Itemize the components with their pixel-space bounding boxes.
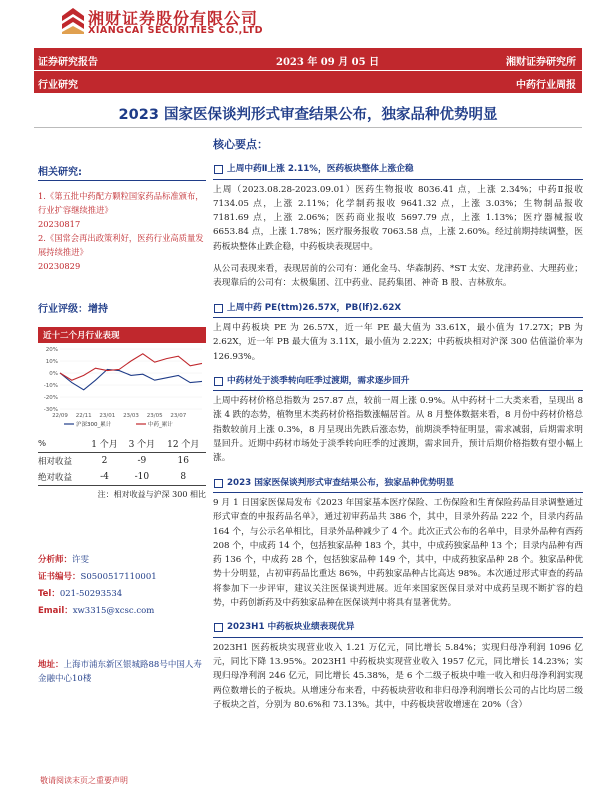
table-header: 1 个月: [86, 435, 123, 453]
table-header-row: [38, 435, 206, 453]
chart-series-line: [60, 369, 202, 389]
main-content: [213, 130, 583, 720]
table-note: 注：相对收益与沪深 300 相比: [97, 490, 206, 499]
related-item[interactable]: 1.《第五批中药配方颗粒国家药品标准颁布，行业扩容继续推进》: [38, 191, 204, 215]
brand-name-cn: 湘财证券股份有限公司: [88, 9, 259, 28]
section-paragraph: 9 月 1 日国家医保局发布《2023 年国家基本医疗保险、工伤保险和生育保险药品目录调整通过形式审查的申报药品名单》，通过初审药品共 386 个，其中，目录外药品 222 个，目录内药品 164 个，与公示名单相比，目录外品种减少了 4 个。此次正式公布的名单中，目录外品种有西药 208 个，中成药 14 个，包括独家品种 183 个，其中，中成药独家品种 13 个；目录内品种有西药 136 个，中成药 28 个，包括独家品种 149 个，其中，中成药独家品种 28 个。独家品种优势十分明显，占初审药品比重达 86%，中药独家品种占比高达 98%。本次通过形式审查的药品将参加下一步评审，建议关注医保谈判进展。近年来国家医保目录对中成药呈现不断扩容的趋势，中药创新药及中药独家品种在医保谈判中将具有显著优势。: [213, 497, 583, 609]
cert-label: 证书编号：: [38, 572, 81, 582]
analyst-info: [38, 552, 206, 686]
chart-x-tick-label: 23/05: [146, 413, 163, 419]
tel-label: Tel：: [38, 589, 60, 599]
chart-x-tick-label: 23/03: [123, 413, 139, 419]
institute-name: 湘财证券研究所: [506, 57, 576, 68]
chart-title: 近十二个月行业表现: [38, 327, 206, 343]
sidebar: [38, 130, 206, 686]
chart-y-tick-label: -30%: [43, 407, 58, 413]
report-subcategory: 中药行业周报: [516, 80, 576, 91]
chart-y-tick-label: 10%: [45, 359, 58, 365]
header-bar-bottom: [34, 71, 582, 93]
chart-legend-label: 中药_累计: [148, 422, 173, 428]
tel-number: 021-50293534: [59, 589, 123, 599]
page-title: 2023 国家医保谈判形式审查结果公布，独家品种优势明显: [118, 107, 498, 123]
table-cell: -10: [123, 469, 160, 486]
table-cell: -9: [137, 456, 147, 466]
address: 上海市浦东新区银城路88号中国人寿金融中心10楼: [38, 660, 202, 684]
row-label: 相对收益: [38, 457, 73, 467]
email-link[interactable]: xw3315@xcsc.com: [72, 606, 155, 616]
table-cell: 2: [101, 456, 108, 466]
related-research-list: [38, 189, 206, 273]
related-item-date: 20230829: [38, 261, 81, 271]
section-paragraph: 上周中药板块 PE 为 26.57X，近一年 PE 最大值为 33.61X，最小值为 17.27X；PB 为 2.62X，近一年 PB 最大值为 3.11X，最小值为 2.22X；中药板块相对沪深 300 估值溢价率为 126.93%。: [213, 322, 583, 362]
row-label: 绝对收益: [38, 469, 86, 486]
report-category: 行业研究: [38, 80, 78, 91]
table-header: 12 个月: [161, 435, 206, 453]
performance-chart: [38, 343, 206, 431]
section-heading: 2023 国家医保谈判形式审查结果公布，独家品种优势明显: [213, 474, 583, 493]
email-label: Email：: [38, 606, 73, 616]
table-cell: -4: [86, 469, 123, 486]
section-heading: 中药材处于淡季转向旺季过渡期，需求逐步回升: [213, 372, 583, 391]
table-cell: 8: [161, 469, 206, 486]
chart-x-tick-label: 22/09: [52, 413, 68, 419]
chart-y-tick-label: -10%: [43, 383, 58, 389]
report-date: 2023 年 09 月 05 日: [276, 57, 380, 68]
section-heading: 上周中药Ⅱ上涨 2.11%，医药板块整体上涨企稳: [213, 160, 583, 179]
chart-y-tick-label: 20%: [45, 347, 58, 353]
related-item[interactable]: 2.《国常会再出政策利好，医药行业高质量发展持续推进》: [38, 233, 204, 257]
header-bar-top: [34, 48, 582, 70]
brand-name-en: XIANGCAI SECURITIES CO.,LTD: [88, 25, 264, 36]
table-header: %: [38, 435, 86, 453]
section-paragraph: 从公司表现来看，表现居前的公司有：通化金马、华森制药、*ST 太安、龙津药业、大理药业；表现靠后的公司有：太极集团、江中药业、昆药集团、神奇 B 股、吉林敖东。: [213, 264, 583, 289]
company-logo-icon: [62, 8, 84, 34]
table-cell: 16: [177, 456, 189, 466]
title-divider: [34, 127, 582, 128]
section-paragraph: 上周（2023.08.28-2023.09.01）医药生物报收 8036.41 点，上涨 2.34%；中药Ⅱ报收 7134.05 点，上涨 2.11%；化学制药报收 9641.32 点，上涨 3.03%；生物制品报收 7181.69 点，上涨 2.06%；医药商业报收 5697.79 点，上涨 1.13%；医疗器械报收 6653.84 点，上涨 1.78%；医疗服务报收 7063.58 点，上涨 2.60%。经过前期持续调整，医药板块整体止跌企稳，中药板块表现居中。: [213, 184, 583, 252]
section-heading: 上周中药 PE(ttm)26.57X，PB(lf)2.62X: [213, 299, 583, 318]
performance-table: [38, 435, 206, 486]
related-item-date: 20230817: [38, 219, 81, 229]
chart-legend-label: 沪深300_累计: [76, 422, 112, 428]
chart-x-tick-label: 22/11: [75, 413, 92, 419]
industry-rating: 行业评级：增持: [38, 304, 108, 315]
chart-y-tick-label: 0%: [49, 371, 58, 377]
chart-x-tick-label: 23/01: [99, 413, 116, 419]
footer-disclaimer: 敬请阅读末页之重要声明: [40, 776, 128, 785]
table-header: 3 个月: [123, 435, 160, 453]
section-paragraph: 上周中药材价格总指数为 257.87 点，较前一周上涨 0.9%。从中药材十二大类来看，呈现出 8 涨 4 跌的态势，植物里木类药材价格指数涨幅居首。从 8 月整体数据来看，8 月份中药材价格总指数较前月上涨 0.3%，8 月呈现出先跌后涨态势，前期淡季特征明显，需求减弱，后期需求明显回升。近期中药材市场处于淡季转向旺季的过渡期，需求回升，预计后期价格指数有望小幅上涨。: [213, 396, 583, 464]
related-research-heading: 相关研究:: [38, 163, 206, 181]
table-row: [38, 453, 206, 470]
table-row: [38, 469, 206, 486]
chart-y-tick-label: -20%: [43, 395, 58, 401]
section-heading: 2023H1 中药板块业绩表现优异: [213, 618, 583, 637]
cert-number: S0500517110001: [80, 572, 157, 582]
report-type: 证券研究报告: [38, 57, 98, 68]
analyst-name-label: 分析师：: [38, 555, 73, 565]
address-label: 地址：: [38, 660, 64, 670]
analyst-name: 许雯: [72, 555, 90, 565]
core-points-heading: 核心要点：: [213, 138, 268, 151]
section-paragraph: 2023H1 医药板块实现营业收入 1.21 万亿元，同比增长 5.84%；实现归母净利润 1096 亿元，同比下降 13.95%。2023H1 中药板块实现营业收入 1957 亿元，同比增长 14.23%；实现归母净利润 246 亿元，同比增长 45.38%，是 6 个二级子板块中唯一收入和归母净利润实现两位数增长的子板块。从增速分布来看，中药板块营收和非归母净利润增长公司的占比均居二级子板块之首，分别为 80.6%和 73.13%。其中，中药板块营收增速在 20%（含）: [213, 642, 583, 710]
chart-x-tick-label: 23/07: [170, 413, 187, 419]
